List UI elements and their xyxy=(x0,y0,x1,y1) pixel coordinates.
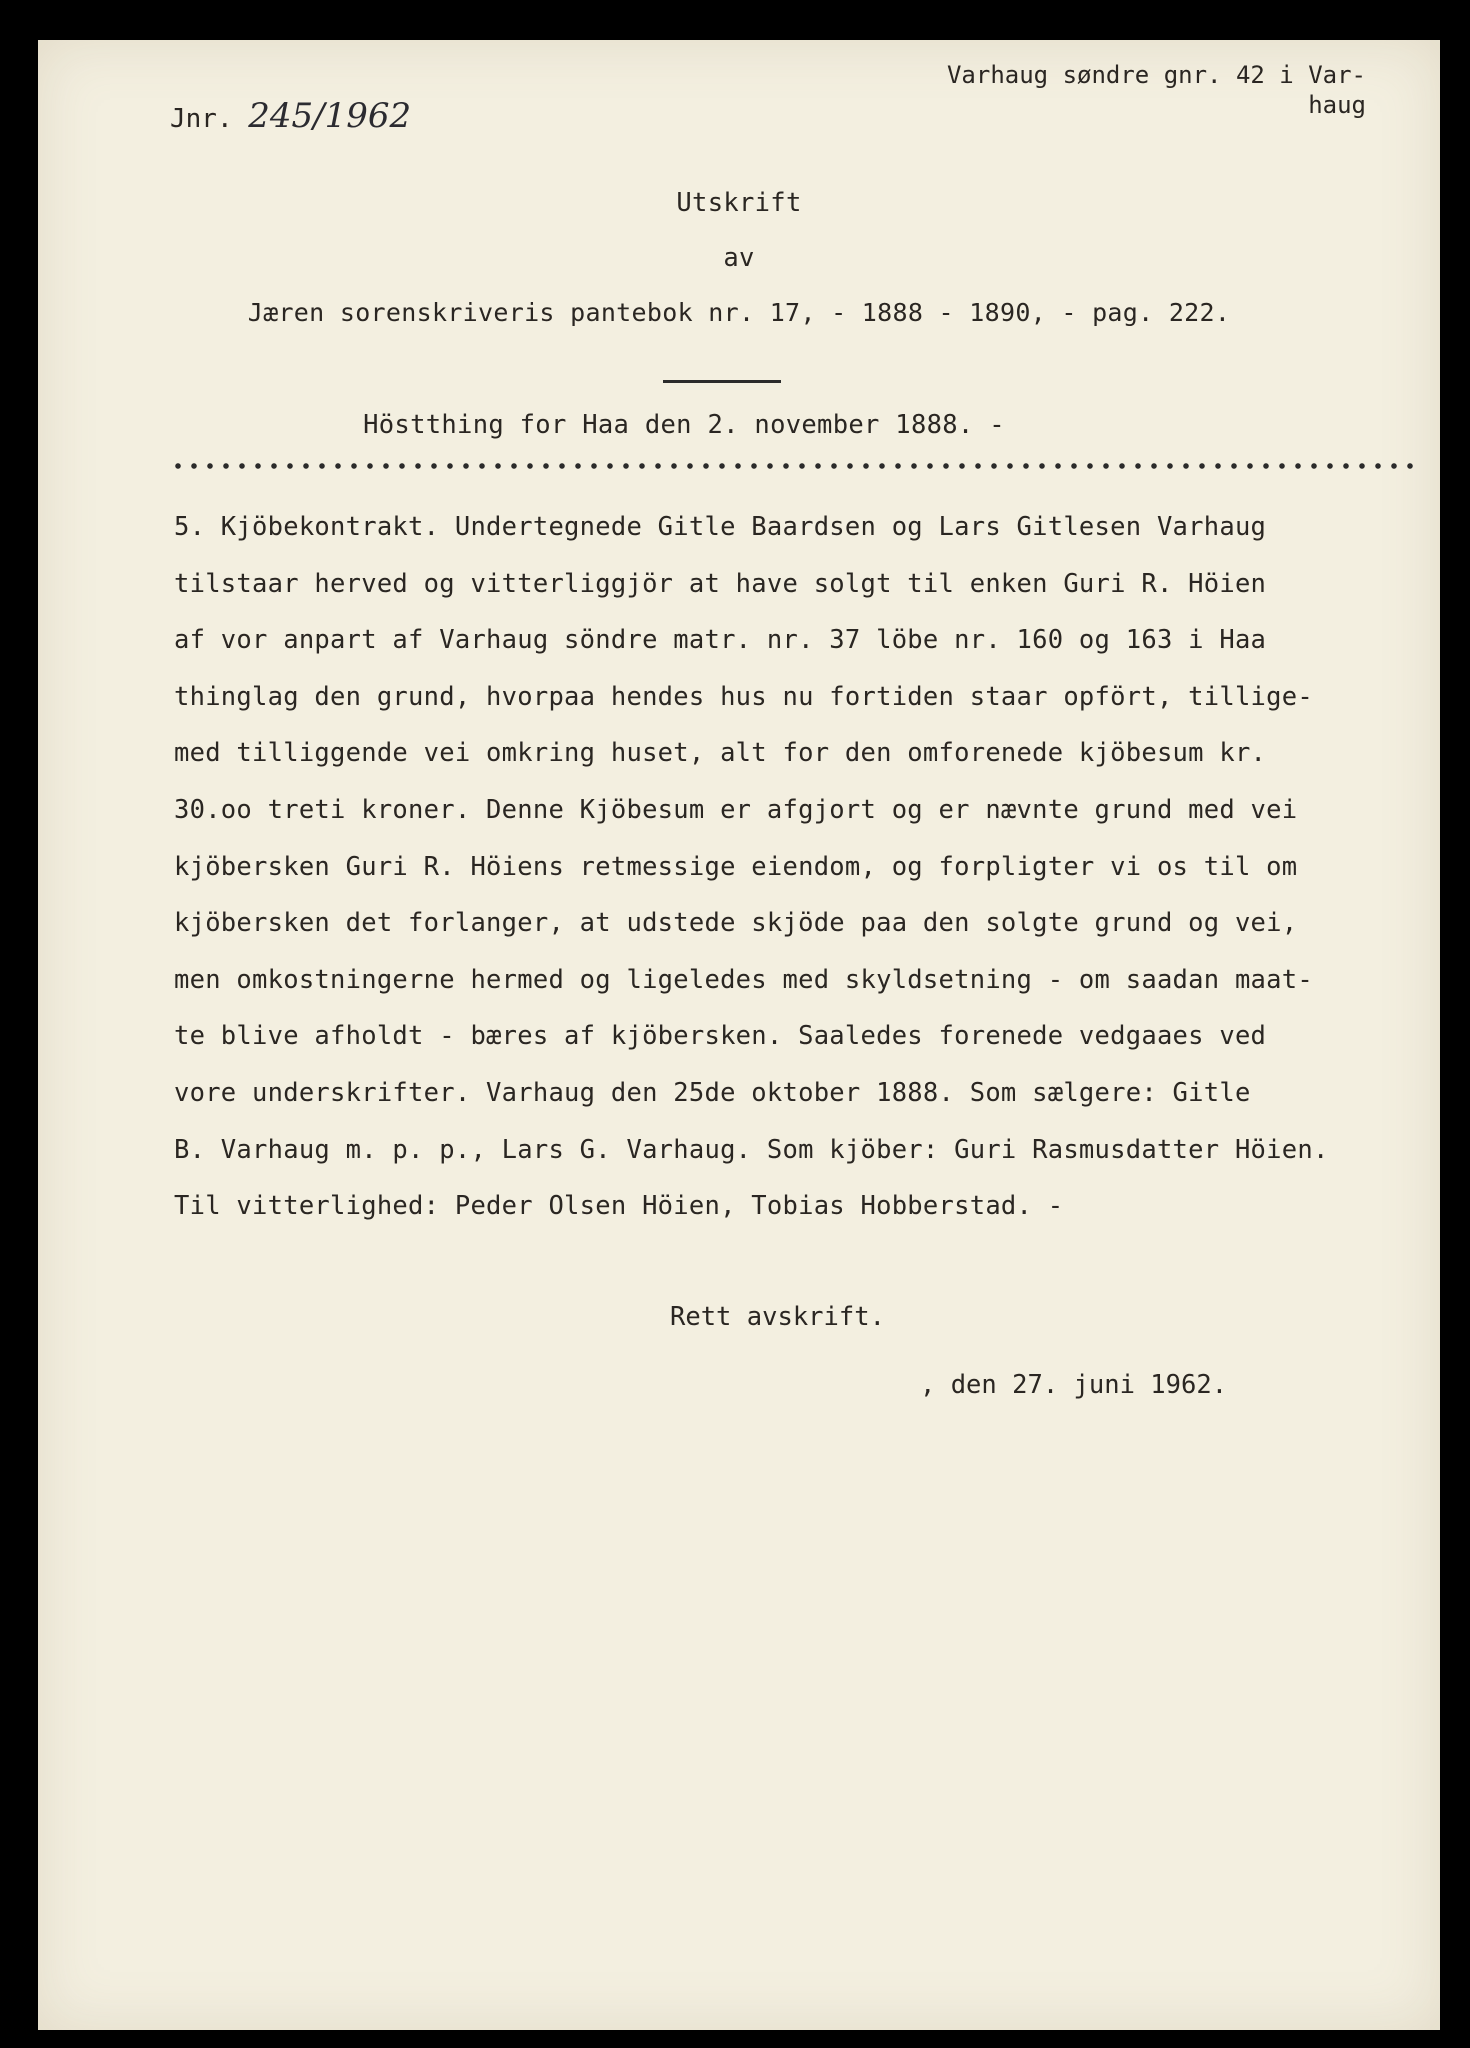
contract-line: Til vitterlighed: Peder Olsen Höien, Tobias Hobberstad. - xyxy=(174,1191,1064,1222)
dotted-separator xyxy=(170,462,1418,470)
certification-note: Rett avskrift. xyxy=(670,1302,885,1332)
contract-line: vore underskrifter. Varhaug den 25de oktober 1888. Som sælgere: Gitle xyxy=(174,1077,1251,1108)
contract-line: te blive afholdt - bæres af kjöbersken. Saaledes forenede vedgaaes ved xyxy=(174,1021,1267,1052)
session-heading: Höstthing for Haa den 2. november 1888. - xyxy=(363,410,1005,440)
contract-line: men omkostningerne hermed og ligeledes med skyldsetning - om saadan maat- xyxy=(174,964,1313,995)
contract-line: af vor anpart af Varhaug söndre matr. nr. 37 löbe nr. 160 og 163 i Haa xyxy=(174,625,1267,656)
contract-line: med tilliggende vei omkring huset, alt for den omforenede kjöbesum kr. xyxy=(174,738,1267,769)
contract-line: 30.oo treti kroner. Denne Kjöbesum er afgjort og er nævnte grund med vei xyxy=(174,794,1298,825)
property-reference-line-2: haug xyxy=(1308,91,1366,119)
contract-text xyxy=(174,512,1424,1248)
title-divider xyxy=(663,380,781,383)
journal-number xyxy=(170,96,411,136)
property-reference-line-1: Varhaug søndre gnr. 42 i Var- xyxy=(946,61,1366,89)
document-page xyxy=(38,40,1440,2030)
contract-line: B. Varhaug m. p. p., Lars G. Varhaug. Som kjöber: Guri Rasmusdatter Höien. xyxy=(174,1134,1329,1165)
journal-prefix: Jnr. xyxy=(170,104,233,134)
property-reference xyxy=(846,60,1366,120)
journal-number-handwritten: 245/1962 xyxy=(248,96,412,136)
contract-line: kjöbersken Guri R. Höiens retmessige eiendom, og forpligter vi os til om xyxy=(174,851,1298,882)
document-title: Utskrift xyxy=(676,188,802,218)
certification-date: , den 27. juni 1962. xyxy=(920,1370,1228,1400)
contract-line: thinglag den grund, hvorpaa hendes hus nu fortiden staar opfört, tillige- xyxy=(174,681,1313,712)
contract-line: tilstaar herved og vitterliggjör at have solgt til enken Guri R. Höien xyxy=(174,568,1267,599)
document-title-connector: av xyxy=(723,243,755,273)
contract-line: kjöbersken det forlanger, at udstede skjöde paa den solgte grund og vei, xyxy=(174,908,1298,939)
document-source: Jæren sorenskriveris pantebok nr. 17, - 1888 - 1890, - pag. 222. xyxy=(247,298,1231,327)
contract-line: 5. Kjöbekontrakt. Undertegnede Gitle Baardsen og Lars Gitlesen Varhaug xyxy=(174,512,1267,542)
